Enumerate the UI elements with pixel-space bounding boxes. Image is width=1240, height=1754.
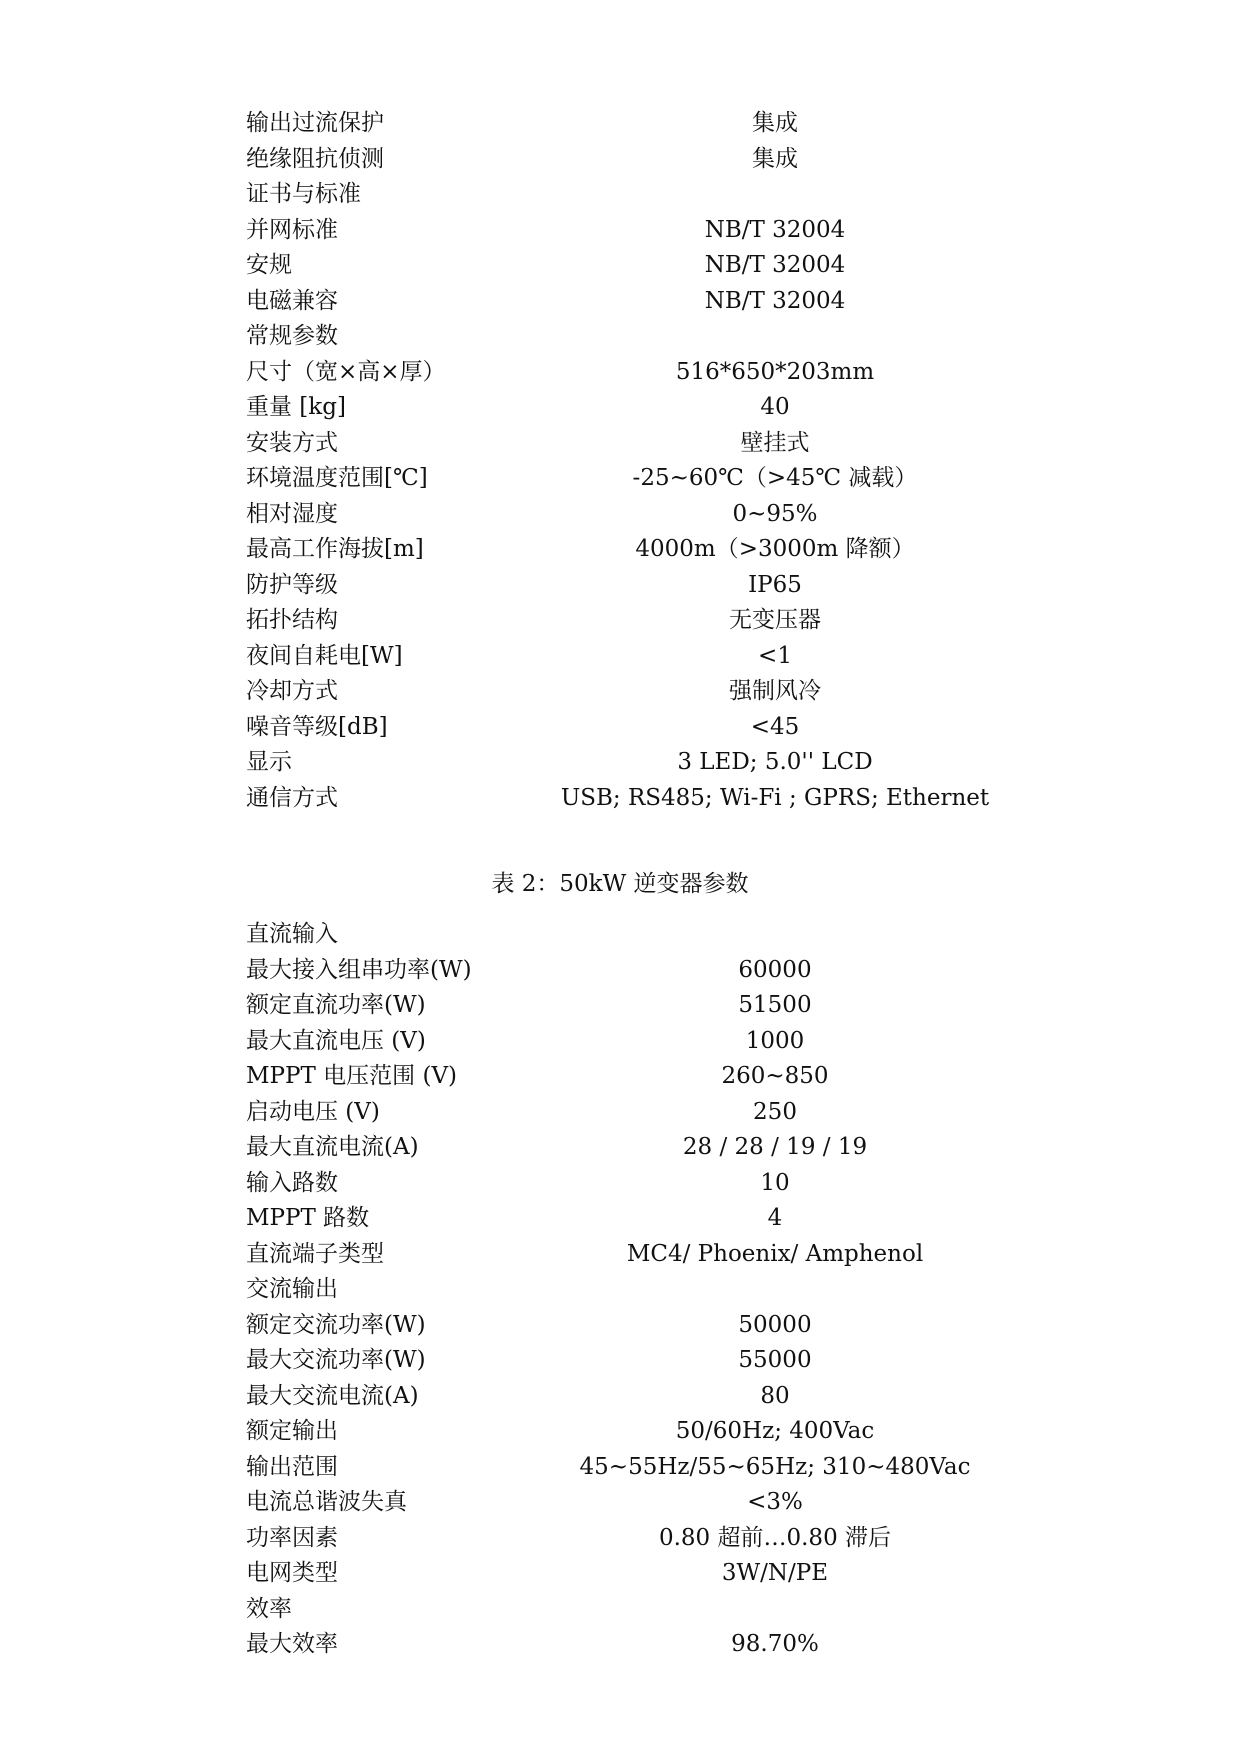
spec-row	[0, 532, 1240, 568]
spec-label: 绝缘阻抗侦测	[246, 145, 384, 172]
spec-value: IP65	[748, 571, 802, 598]
spec-row	[0, 213, 1240, 249]
spec-value: 1000	[745, 1027, 805, 1054]
section-header: 直流输入	[246, 921, 338, 947]
spec-row	[0, 355, 1240, 391]
spec-row	[0, 1521, 1240, 1557]
spec-value: -25~60℃（>45℃ 减载）	[632, 465, 918, 491]
spec-value: 0.80 超前…0.80 滞后	[658, 1524, 892, 1551]
spec-value: <1	[758, 642, 792, 669]
spec-row	[0, 284, 1240, 320]
spec-row	[0, 603, 1240, 639]
spec-value: 4	[767, 1205, 783, 1231]
spec-value: 无变压器	[729, 607, 821, 633]
spec-row	[0, 781, 1240, 817]
spec-label: 最大直流电流(A)	[246, 1134, 419, 1160]
spec-table-2	[0, 917, 1240, 1663]
spec-label: 额定直流功率(W)	[246, 992, 426, 1018]
spec-row	[0, 426, 1240, 462]
spec-value: <3%	[747, 1489, 803, 1515]
spec-value: 55000	[738, 1347, 812, 1373]
spec-row	[0, 1556, 1240, 1592]
spec-row	[0, 497, 1240, 533]
spec-value: 4000m（>3000m 降额）	[635, 536, 915, 562]
spec-row	[0, 461, 1240, 497]
spec-label: 启动电压 (V)	[246, 1098, 380, 1125]
spec-label: 最大直流电压 (V)	[246, 1027, 426, 1054]
section-header: 常规参数	[246, 323, 338, 349]
spec-row	[0, 1166, 1240, 1202]
spec-label: 相对湿度	[246, 500, 338, 527]
spec-value: 98.70%	[731, 1631, 819, 1657]
spec-label: MPPT 电压范围 (V)	[246, 1063, 458, 1089]
spec-label: 额定交流功率(W)	[246, 1311, 426, 1338]
spec-label: 电磁兼容	[246, 287, 338, 314]
section-header-row	[0, 319, 1240, 355]
spec-row	[0, 390, 1240, 426]
spec-label: MPPT 路数	[246, 1205, 370, 1231]
section-header-row	[0, 917, 1240, 953]
spec-label: 防护等级	[246, 571, 338, 598]
spec-label: 电流总谐波失真	[246, 1489, 407, 1515]
spec-label: 尺寸（宽×高×厚）	[246, 358, 446, 385]
spec-row	[0, 1343, 1240, 1379]
spec-value: 强制风冷	[729, 678, 821, 704]
spec-value: NB/T 32004	[704, 252, 846, 278]
spec-row	[0, 1059, 1240, 1095]
spec-label: 电网类型	[246, 1560, 338, 1586]
section-header-row	[0, 177, 1240, 213]
section-header: 效率	[246, 1595, 292, 1622]
spec-label: 安装方式	[246, 429, 338, 456]
spec-row	[0, 1130, 1240, 1166]
spec-label: 最大效率	[246, 1631, 338, 1657]
spec-value: NB/T 32004	[704, 216, 846, 243]
spec-label: 显示	[246, 749, 292, 775]
spec-value: 28 / 28 / 19 / 19	[682, 1134, 868, 1160]
spec-row	[0, 1379, 1240, 1415]
spec-value: 40	[760, 394, 790, 420]
table-caption: 表 2：50kW 逆变器参数	[491, 871, 749, 897]
spec-value: 集成	[752, 145, 798, 172]
spec-label: 环境温度范围[℃]	[246, 465, 428, 491]
spec-row	[0, 106, 1240, 142]
spec-label: 最大接入组串功率(W)	[246, 956, 472, 983]
spec-value: 壁挂式	[740, 429, 810, 456]
spec-label: 最大交流电流(A)	[246, 1382, 419, 1409]
spec-label: 最大交流功率(W)	[246, 1347, 426, 1373]
spec-label: 输出范围	[246, 1453, 338, 1480]
spec-label: 拓扑结构	[246, 607, 338, 633]
spec-value: 516*650*203mm	[675, 358, 875, 385]
spec-label: 额定输出	[246, 1418, 338, 1444]
spec-row	[0, 568, 1240, 604]
spec-label: 重量 [kg]	[246, 394, 346, 420]
spec-row	[0, 1201, 1240, 1237]
spec-value: 260~850	[721, 1063, 829, 1089]
spec-value: 3 LED; 5.0'' LCD	[677, 749, 873, 775]
spec-value: NB/T 32004	[704, 287, 846, 314]
spec-value: 3W/N/PE	[721, 1560, 829, 1586]
spec-row	[0, 248, 1240, 284]
spec-value: 50000	[738, 1311, 812, 1338]
spec-row	[0, 988, 1240, 1024]
spec-row	[0, 639, 1240, 675]
spec-label: 噪音等级[dB]	[246, 713, 388, 740]
spec-row	[0, 1024, 1240, 1060]
section-header: 证书与标准	[246, 181, 361, 207]
spec-value: 集成	[752, 110, 798, 136]
spec-value: 80	[760, 1382, 790, 1409]
spec-value: 60000	[738, 956, 812, 983]
spec-row	[0, 1627, 1240, 1663]
spec-value: MC4/ Phoenix/ Amphenol	[626, 1240, 924, 1267]
spec-label: 并网标准	[246, 216, 338, 243]
spec-label: 最高工作海拔[m]	[246, 536, 424, 562]
spec-row	[0, 1237, 1240, 1273]
spec-label: 冷却方式	[246, 678, 338, 704]
spec-row	[0, 1485, 1240, 1521]
spec-row	[0, 142, 1240, 178]
spec-value: 250	[753, 1098, 797, 1125]
spec-row	[0, 1414, 1240, 1450]
section-header-row	[0, 1272, 1240, 1308]
spec-value: <45	[750, 713, 800, 740]
spec-value: 0~95%	[732, 500, 818, 527]
spec-value: USB; RS485; Wi-Fi ; GPRS; Ethernet	[560, 784, 990, 811]
spec-label: 输入路数	[246, 1169, 338, 1196]
spec-value: 45~55Hz/55~65Hz; 310~480Vac	[579, 1453, 971, 1480]
spec-row	[0, 1450, 1240, 1486]
spec-label: 功率因素	[246, 1524, 338, 1551]
spec-row	[0, 1095, 1240, 1131]
spec-row	[0, 953, 1240, 989]
spec-row	[0, 745, 1240, 781]
spec-table-1-continued	[0, 106, 1240, 816]
spec-value: 50/60Hz; 400Vac	[675, 1418, 875, 1444]
spec-value: 10	[760, 1169, 790, 1196]
spec-value: 51500	[738, 992, 812, 1018]
section-header: 交流输出	[246, 1276, 338, 1302]
spec-label: 输出过流保护	[246, 110, 384, 136]
spec-label: 直流端子类型	[246, 1240, 384, 1267]
spec-row	[0, 674, 1240, 710]
section-header-row	[0, 1592, 1240, 1628]
spec-label: 通信方式	[246, 784, 338, 811]
spec-label: 安规	[246, 252, 292, 278]
spec-label: 夜间自耗电[W]	[246, 642, 403, 669]
spec-row	[0, 1308, 1240, 1344]
spec-row	[0, 710, 1240, 746]
